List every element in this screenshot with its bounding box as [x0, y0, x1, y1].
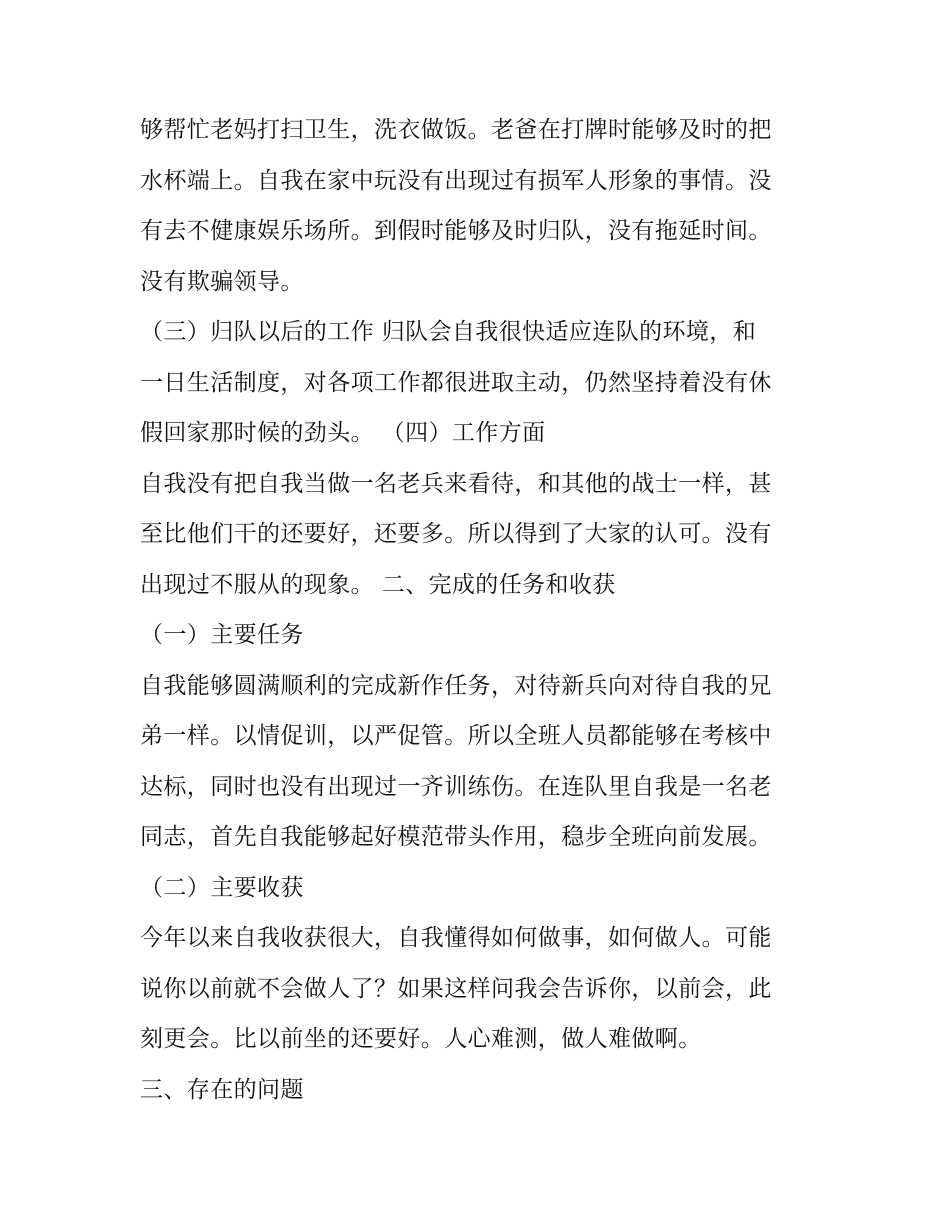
text-line: 一日生活制度，对各项工作都很进取主动，仍然坚持着没有休 — [140, 369, 772, 396]
text-line: 够帮忙老妈打扫卫生，洗衣做饭。老爸在打牌时能够及时的把 — [140, 117, 772, 143]
section-heading: （二）主要收获 — [140, 874, 304, 901]
section-heading: 三、存在的问题 — [140, 1076, 304, 1103]
text-line: 达标，同时也没有出现过一齐训练伤。在连队里自我是一名老 — [140, 773, 772, 800]
text-line: 自我能够圆满顺利的完成新作任务，对待新兵向对待自我的兄 — [140, 672, 772, 699]
text-line: 说你以前就不会做人了？如果这样问我会告诉你，以前会，此 — [140, 975, 772, 1002]
document-body — [140, 105, 820, 1115]
text-line: 有去不健康娱乐场所。到假时能够及时归队，没有拖延时间。 — [140, 218, 772, 244]
text-line: 刻更会。比以前坐的还要好。人心难测，做人难做啊。 — [140, 1026, 702, 1052]
text-line: 假回家那时候的劲头。 （四）工作方面 — [140, 420, 546, 446]
text-line: 同志，首先自我能够起好模范带头作用，稳步全班向前发展。 — [140, 824, 772, 850]
text-line: 水杯端上。自我在家中玩没有出现过有损军人形象的事情。没 — [140, 167, 772, 194]
text-line: 出现过不服从的现象。 二、完成的任务和收获 — [140, 571, 616, 598]
section-heading: （三）归队以后的工作 归队会自我很快适应连队的环境，和 — [140, 319, 757, 345]
text-line: 自我没有把自我当做一名老兵来看待，和其他的战士一样，甚 — [140, 470, 772, 497]
text-line: 至比他们干的还要好，还要多。所以得到了大家的认可。没有 — [140, 521, 772, 547]
text-line: 没有欺骗领导。 — [140, 268, 304, 295]
section-heading: （一）主要任务 — [140, 622, 304, 648]
text-line: 弟一样。以情促训，以严促管。所以全班人员都能够在考核中 — [140, 723, 772, 749]
text-line: 今年以来自我收获很大，自我懂得如何做事，如何做人。可能 — [140, 925, 772, 951]
